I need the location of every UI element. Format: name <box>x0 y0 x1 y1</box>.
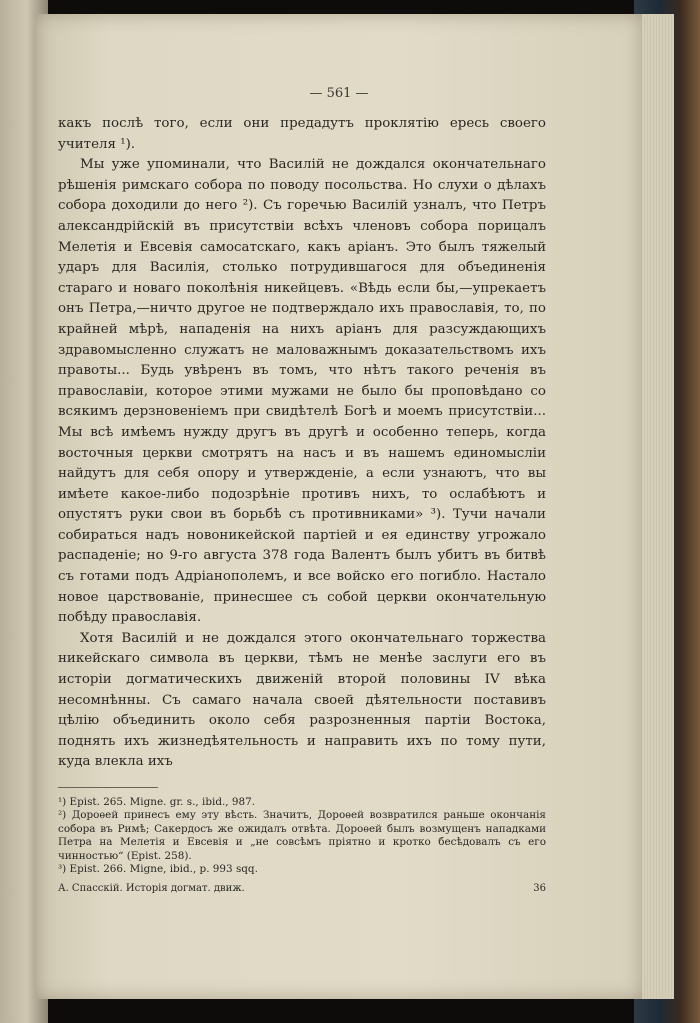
body-text <box>58 114 546 773</box>
page-footer <box>58 882 546 895</box>
footnote-divider <box>58 787 158 788</box>
footer-author: А. Спасскій. Исторія догмат. движ. <box>58 883 245 895</box>
signature-mark: 36 <box>533 883 546 895</box>
footnote-3: ³) Epist. 266. Migne, ibid., p. 993 sqq. <box>58 863 258 876</box>
page-content <box>58 114 546 895</box>
paragraph-2: Мы уже упоминали, что Василій не дождался окончательнаго рѣшенія римскаго собора по поводу посольства. Но слухи о дѣлахъ собора доходили до него ²). Съ горечью Василій узналъ, что Петръ александрійскій въ присутствіи всѣхъ членовъ собора порицалъ Мелетія и Евсевія самосатскаго, какъ аріанъ. Это былъ тяжелый ударъ для Василія, столько потрудившагося для объединенія стараго и новаго поколѣнія никейцевъ. «Вѣдь если бы,—упрекаетъ онъ Петра,—ничто другое не подтверждало ихъ православія, то, по крайней мѣрѣ, нападенія на нихъ аріанъ для разсуждающихъ здравомысленно служатъ не маловажнымъ доказательствомъ ихъ правоты... Будь увѣренъ въ томъ, что нѣтъ такого реченія въ православіи, которое этими мужами не было бы проповѣдано со всякимъ дерзновеніемъ при свидѣтелѣ Богѣ и моемъ присутствіи... Мы всѣ имѣемъ нужду другъ въ другѣ и особенно теперь, когда восточныя церкви смотрятъ на насъ и въ нашемъ единомысліи найдутъ для себя опору и утвержденіе, а если узнаютъ, что вы имѣете какое-либо подозрѣніе противъ нихъ, то ослабѣютъ и опустятъ руки свои въ борьбѣ съ противниками» ³). Тучи начали собираться надъ новоникейской партіей и ея единству угрожало распаденіе; но 9-го августа 378 года Валентъ былъ убитъ въ битвѣ съ готами подъ Адріанополемъ, и все войско его погибло. Настало новое царствованіе, принесшее съ собой церкви окончательную побѣду православія. <box>58 157 546 626</box>
page-number: — 561 — <box>309 86 369 101</box>
footnote-1: ¹) Epist. 265. Migne. gr. s., ibid., 987. <box>58 796 256 808</box>
book-page <box>36 14 642 999</box>
footnote-2: ²) Дороѳей принесъ ему эту вѣсть. Значитъ, Дороѳей возвратился раньше окончанія собора въ Римѣ; Сакердосъ же ожидалъ отвѣта. Дороѳей былъ возмущенъ нападками Петра на Мелетія и Евсевія и „не совсѣмъ пріятно и кротко бесѣдовалъ съ его чинностью“ (Epist. 258). <box>58 809 546 862</box>
paragraph-1: какъ послѣ того, если они предадутъ проклятію ересь своего учителя ¹). <box>58 116 546 152</box>
paragraph-3: Хотя Василій и не дождался этого окончательнаго торжества никейскаго символа въ церкви, тѣмъ не менѣе заслуги его въ исторіи догматическихъ движеній второй половины IV вѣка несомнѣнны. Съ самаго начала своей дѣятельности поставивъ цѣлію объединить около себя разрозненныя партіи Востока, поднять ихъ жизнедѣятельность и направить ихъ по тому пути, куда влекла ихъ <box>58 630 546 770</box>
